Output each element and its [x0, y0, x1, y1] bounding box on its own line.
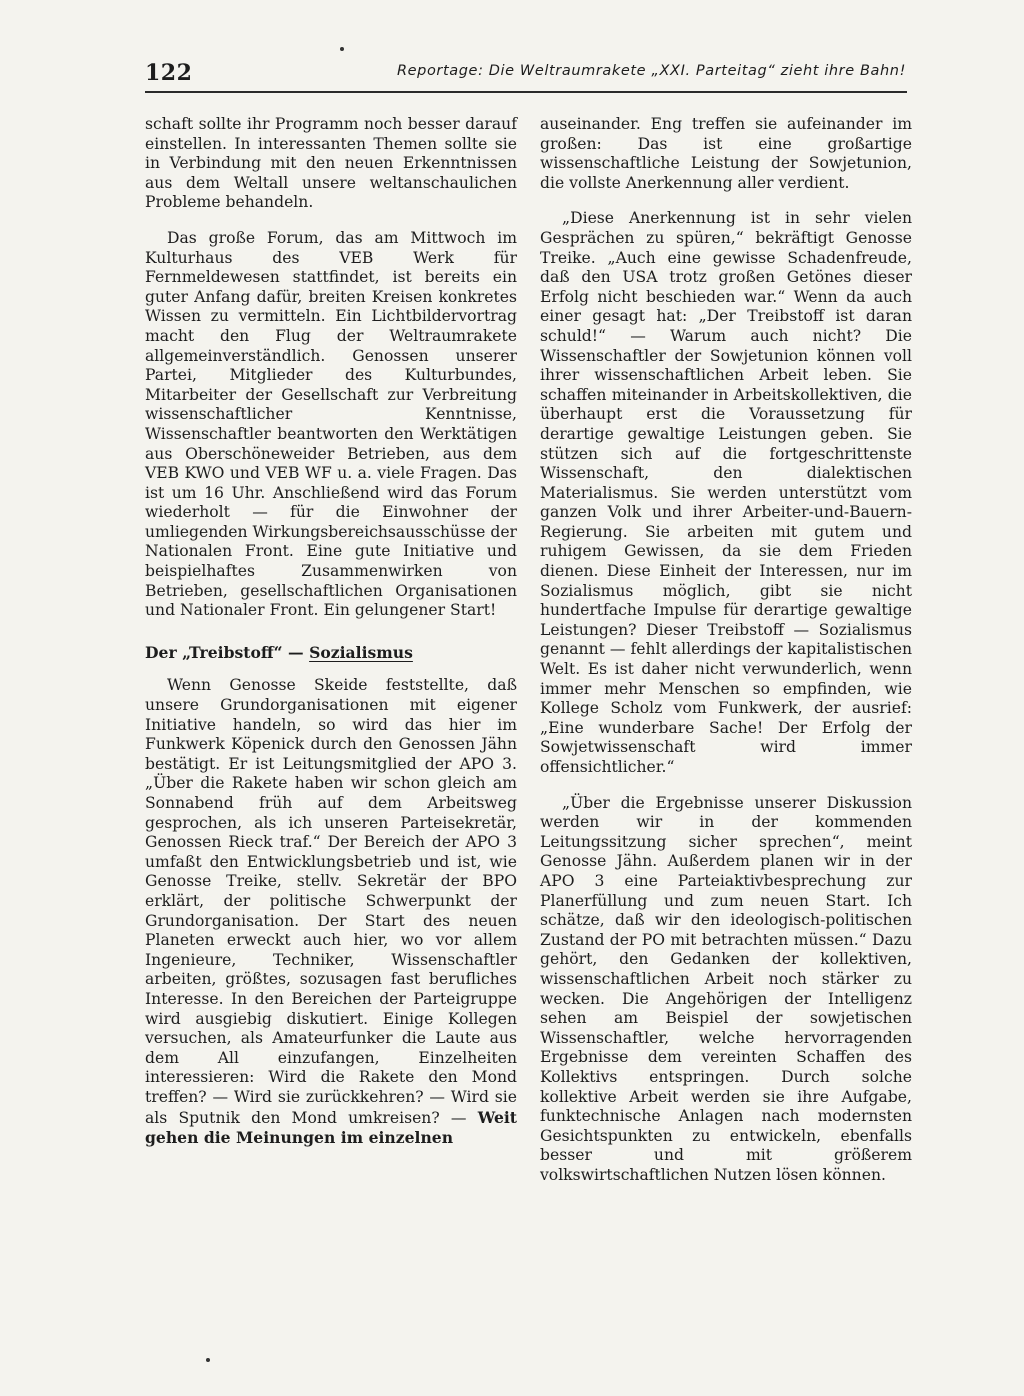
speck-mark	[206, 1358, 210, 1362]
heading-underlined: Sozialismus	[309, 642, 413, 662]
paragraph: auseinander. Eng treffen sie aufeinander im großen: Das ist eine großartige wissenschaftliche Leistung der Sowjetunion, die vollste Anerkennung aller verdient.	[540, 115, 912, 192]
left-column	[145, 115, 517, 1149]
heading-prefix: Der „Treibstoff“ —	[145, 642, 310, 662]
page-number: 122	[145, 60, 193, 86]
section-heading	[145, 643, 517, 663]
paragraph-tail: Weit gehen die Meinungen im einzelnen	[145, 1107, 517, 1148]
paragraph: schaft sollte ihr Programm noch besser darauf einstellen. In interessanten Themen sollte sie in Verbindung mit den neuen Erkenntnissen aus dem Weltall unsere weltanschaulichen Probleme behandeln.	[145, 115, 517, 212]
paragraph	[145, 676, 517, 1148]
paragraph: „Diese Anerkennung ist in sehr vielen Gesprächen zu spüren,“ bekräftigt Genosse Treike. „Auch eine gewisse Schadenfreude, daß den USA trotz großen Getönes dieser Erfolg nicht beschieden war.“ Wenn da auch einer gesagt hat: „Der Treibstoff ist daran schuld!“ — Warum auch nicht? Die Wissenschaftler der Sowjetunion können voll ihrer wissenschaftlichen Arbeit leben. Sie schaffen miteinander in Arbeitskollektiven, die überhaupt erst die Voraussetzung für derartige gewaltige Leistungen geben. Sie stützen sich auf die fortgeschrittenste Wissenschaft, den dialektischen Materialismus. Sie werden unterstützt vom ganzen Volk und ihrer Arbeiter-und-Bauern-Regierung. Sie arbeiten mit gutem und ruhigem Gewissen, da sie dem Frieden dienen. Diese Einheit der Interessen, nur im Sozialismus möglich, gibt sie nicht hundertfache Impulse für derartige gewaltige Leistungen? Dieser Treibstoff — Sozialismus genannt — fehlt allerdings der kapitalistischen Welt. Es ist daher nicht verwunderlich, wenn immer mehr Menschen so empfinden, wie Kollege Scholz vom Funkwerk, der ausrief: „Eine wunderbare Sache! Der Erfolg der Sowjetwissenschaft wird immer offensichtlicher.“	[540, 209, 912, 776]
speck-mark	[340, 47, 344, 51]
paragraph: „Über die Ergebnisse unserer Diskussion werden wir in der kommenden Leitungssitzung sicher sprechen“, meint Genosse Jähn. Außerdem planen wir in der APO 3 eine Parteiaktivbesprechung zur Planerfüllung und zum neuen Start. Ich schätze, daß wir den ideologisch-politischen Zustand der PO mit betrachten müssen.“ Dazu gehört, den Gedanken der kollektiven, wissenschaftlichen Arbeit noch stärker zu wecken. Die Angehörigen der Intelligenz sehen am Beispiel der sowjetischen Wissenschaftler, welche hervorragenden Ergebnisse dem vereinten Schaffen des Kollektivs entspringen. Durch solche kollektive Arbeit werden sie ihre Aufgabe, funktechnische Anlagen nach modernsten Gesichtspunkten zu entwickeln, ebenfalls besser und mit größerem volkswirtschaftlichen Nutzen lösen können.	[540, 793, 912, 1184]
running-head: Reportage: Die Weltraumrakete „XXI. Parteitag“ zieht ihre Bahn!	[396, 63, 906, 79]
right-column	[540, 115, 912, 1185]
header-rule	[145, 91, 907, 93]
paragraph: Das große Forum, das am Mittwoch im Kulturhaus des VEB Werk für Fernmeldewesen stattfindet, ist bereits ein guter Anfang dafür, breiten Kreisen konkretes Wissen zu vermitteln. Ein Lichtbildervortrag macht den Flug der Weltraumrakete allgemeinverständlich. Genossen unserer Partei, Mitglieder des Kulturbundes, Mitarbeiter der Gesellschaft zur Verbreitung wissenschaftlicher Kenntnisse, Wissenschaftler beantworten den Werktätigen aus Oberschöneweider Betrieben, aus dem VEB KWO und VEB WF u. a. viele Fragen. Das ist um 16 Uhr. Anschließend wird das Forum wiederholt — für die Einwohner der umliegenden Wirkungsbereichsausschüsse der Nationalen Front. Eine gute Initiative und beispielhaftes Zusammenwirken von Betrieben, gesellschaftlichen Organisationen und Nationaler Front. Ein gelungener Start!	[145, 228, 517, 620]
paragraph-body: Wenn Genosse Skeide feststellte, daß unsere Grundorganisationen mit eigener Initiative handeln, so wird das hier im Funkwerk Köpenick durch den Genossen Jähn bestätigt. Er ist Leitungsmitglied der APO 3. „Über die Rakete haben wir schon gleich am Sonnabend früh auf dem Arbeitsweg gesprochen, als ich unseren Parteisekretär, Genossen Rieck traf.“ Der Bereich der APO 3 umfaßt den Entwicklungsbetrieb und ist, wie Genosse Treike, stellv. Sekretär der BPO erklärt, der politische Schwerpunkt der Grundorganisation. Der Start des neuen Planeten erweckt auch hier, wo vor allem Ingenieure, Techniker, Wissenschaftler arbeiten, größtes, sozusagen fast berufliches Interesse. In den Bereichen der Parteigruppe wird ausgiebig diskutiert. Einige Kollegen versuchen, als Amateurfunker die Laute aus dem All einzufangen, Einzelheiten interessieren: Wird die Rakete den Mond treffen? — Wird sie zurückkehren? — Wird sie als Sputnik den Mond umkreisen? —	[145, 676, 517, 1127]
